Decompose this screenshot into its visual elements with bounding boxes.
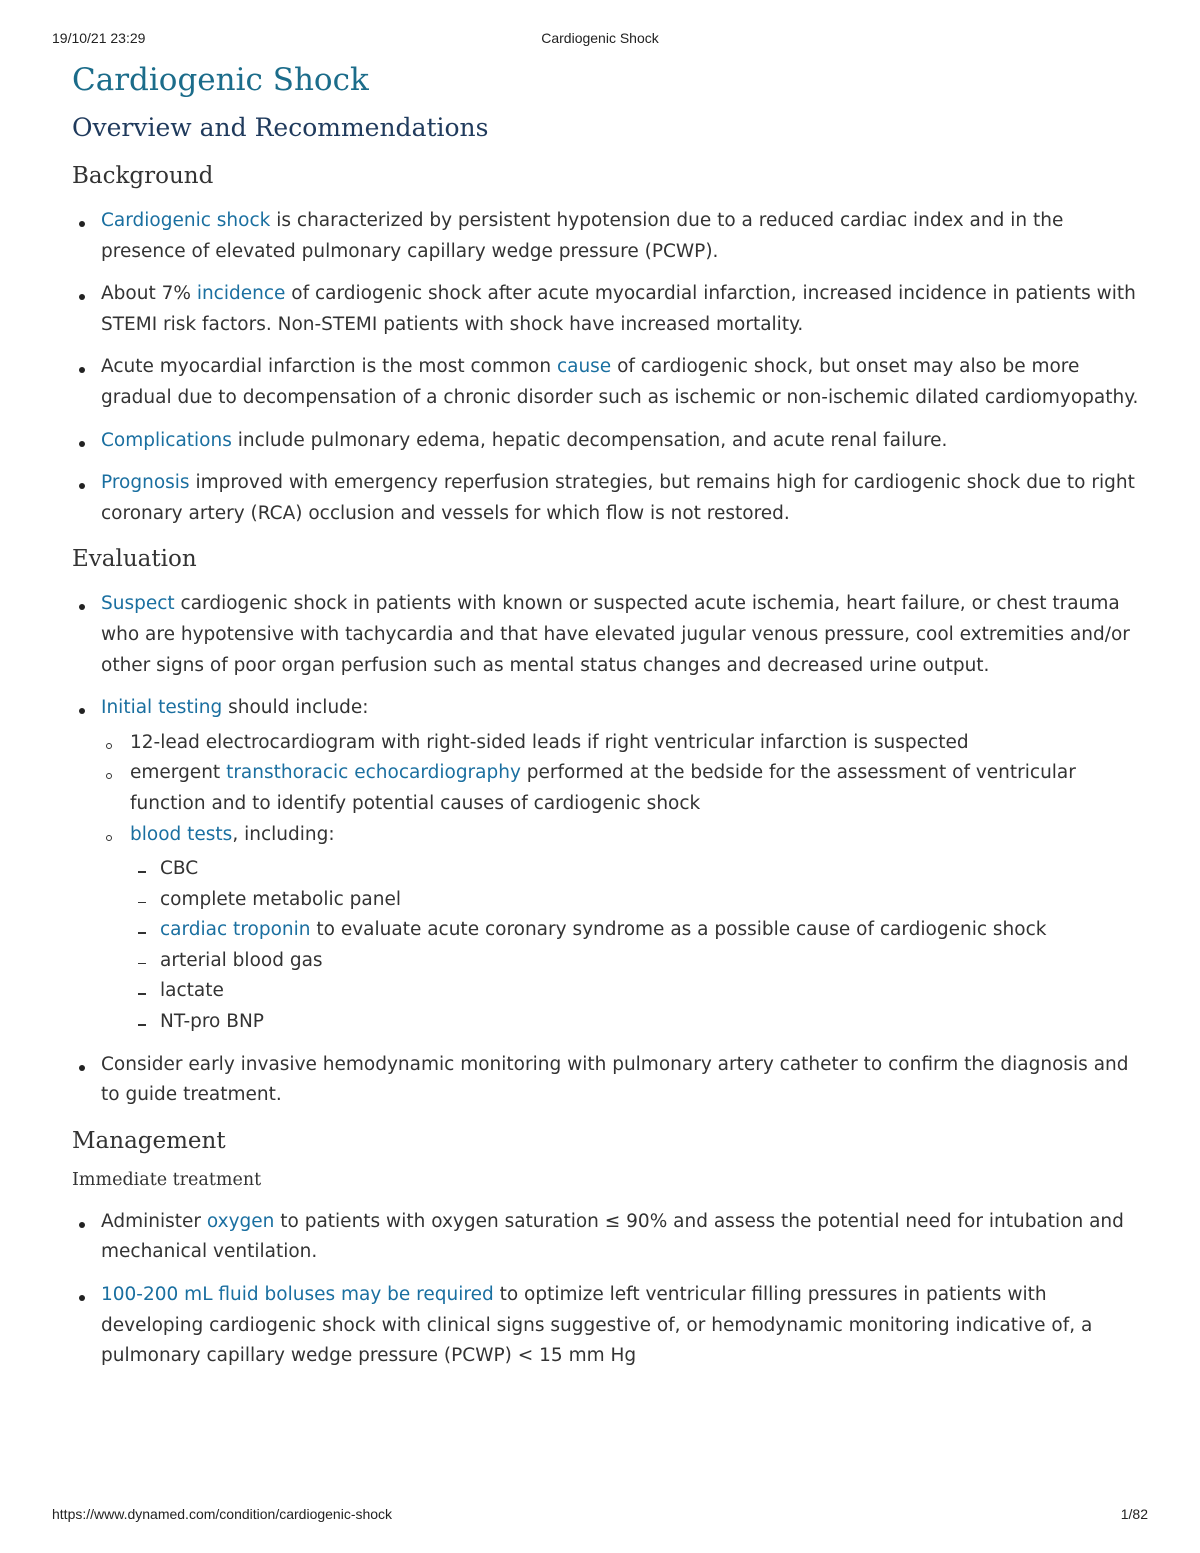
dash-item: arterial blood gas xyxy=(130,946,1142,977)
print-url: https://www.dynamed.com/condition/cardiogenic-shock xyxy=(52,1506,393,1522)
subsection-heading-immediate-treatment: Immediate treatment xyxy=(72,1169,262,1190)
print-page-number: 1/82 xyxy=(1120,1506,1148,1522)
management-list xyxy=(72,1207,1142,1372)
dash-item: NT-pro BNP xyxy=(130,1007,1142,1038)
incidence-link[interactable]: incidence xyxy=(196,283,286,305)
list-item: Initial testing should include: 12-lead electrocardiogram with right-sided leads if right ventricular infarction is suspected emergent transthoracic echocardiography performed at the bedside for the assessment of ventricular function and to identify potential causes of cardiogenic shock blood tests, including: CBC complete metabolic panel cardiac troponin to evaluate acute coronary syndrome as a possible cause of cardiogenic shock arterial blood gas lactate NT-pro BNP xyxy=(72,693,1142,1038)
print-footer xyxy=(52,1506,1148,1526)
initial-testing-link[interactable]: Initial testing xyxy=(101,697,223,719)
prognosis-link[interactable]: Prognosis xyxy=(101,472,190,494)
list-item: Administer oxygen to patients with oxygen saturation ≤ 90% and assess the potential need for intubation and mechanical ventilation. xyxy=(72,1207,1142,1268)
oxygen-link[interactable]: oxygen xyxy=(206,1210,275,1232)
list-item: 100-200 mL fluid boluses may be required to optimize left ventricular filling pressures in patients with developing cardiogenic shock with clinical signs suggestive of, or hemodynamic monitoring indicative of, a pulmonary capillary wedge pressure (PCWP) < 15 mm Hg xyxy=(72,1280,1142,1372)
echocardiography-link[interactable]: transthoracic echocardiography xyxy=(226,762,521,784)
list-item: Cardiogenic shock is characterized by persistent hypotension due to a reduced cardiac index and in the presence of elevated pulmonary capillary wedge pressure (PCWP). xyxy=(72,206,1142,267)
fluid-boluses-link[interactable]: 100-200 mL fluid boluses may be required xyxy=(101,1284,494,1306)
section-heading-background: Background xyxy=(72,163,214,189)
list-item: About 7% incidence of cardiogenic shock after acute myocardial infarction, increased incidence in patients with STEMI risk factors. Non-STEMI patients with shock have increased mortality. xyxy=(72,279,1142,340)
suspect-link[interactable]: Suspect xyxy=(101,593,175,615)
print-page-title: Cardiogenic Shock xyxy=(541,30,659,46)
list-item: Suspect cardiogenic shock in patients with known or suspected acute ischemia, heart failure, or chest trauma who are hypotensive with tachycardia and that have elevated jugular venous pressure, cool extremities and/or other signs of poor organ perfusion such as mental status changes and decreased urine output. xyxy=(72,589,1142,681)
initial-testing-sublist xyxy=(101,728,1142,1038)
list-item: Consider early invasive hemodynamic monitoring with pulmonary artery catheter to confirm the diagnosis and to guide treatment. xyxy=(72,1050,1142,1111)
print-header xyxy=(52,30,1148,50)
cause-link[interactable]: cause xyxy=(556,356,612,378)
document-content xyxy=(72,58,1142,1384)
evaluation-list xyxy=(72,589,1142,1111)
dash-item: lactate xyxy=(130,976,1142,1007)
dash-item: CBC xyxy=(130,854,1142,885)
complications-link[interactable]: Complications xyxy=(101,429,232,451)
list-item: Prognosis improved with emergency reperfusion strategies, but remains high for cardiogenic shock due to right coronary artery (RCA) occlusion and vessels for which flow is not restored. xyxy=(72,468,1142,529)
background-list xyxy=(72,206,1142,529)
page-subtitle: Overview and Recommendations xyxy=(72,113,489,142)
dash-item: cardiac troponin to evaluate acute coronary syndrome as a possible cause of cardiogenic shock xyxy=(130,915,1142,946)
list-item: Complications include pulmonary edema, hepatic decompensation, and acute renal failure. xyxy=(72,426,1142,457)
cardiac-troponin-link[interactable]: cardiac troponin xyxy=(160,919,311,941)
sublist-item: emergent transthoracic echocardiography performed at the bedside for the assessment of ventricular function and to identify potential causes of cardiogenic shock xyxy=(101,758,1142,819)
dash-item: complete metabolic panel xyxy=(130,885,1142,916)
blood-tests-link[interactable]: blood tests xyxy=(130,823,233,845)
blood-tests-sublist xyxy=(130,854,1142,1038)
list-item: Acute myocardial infarction is the most common cause of cardiogenic shock, but onset may also be more gradual due to decompensation of a chronic disorder such as ischemic or non-ischemic dilated cardiomyopathy. xyxy=(72,352,1142,413)
section-heading-evaluation: Evaluation xyxy=(72,546,197,573)
cardiogenic-shock-link[interactable]: Cardiogenic shock xyxy=(101,210,271,231)
sublist-item: 12-lead electrocardiogram with right-sided leads if right ventricular infarction is suspected xyxy=(101,728,1142,759)
page-title: Cardiogenic Shock xyxy=(72,62,369,98)
print-datetime: 19/10/21 23:29 xyxy=(52,30,146,46)
sublist-item: blood tests, including: CBC complete metabolic panel cardiac troponin to evaluate acute coronary syndrome as a possible cause of cardiogenic shock arterial blood gas lactate NT-pro BNP xyxy=(101,820,1142,1038)
section-heading-management: Management xyxy=(72,1127,226,1154)
